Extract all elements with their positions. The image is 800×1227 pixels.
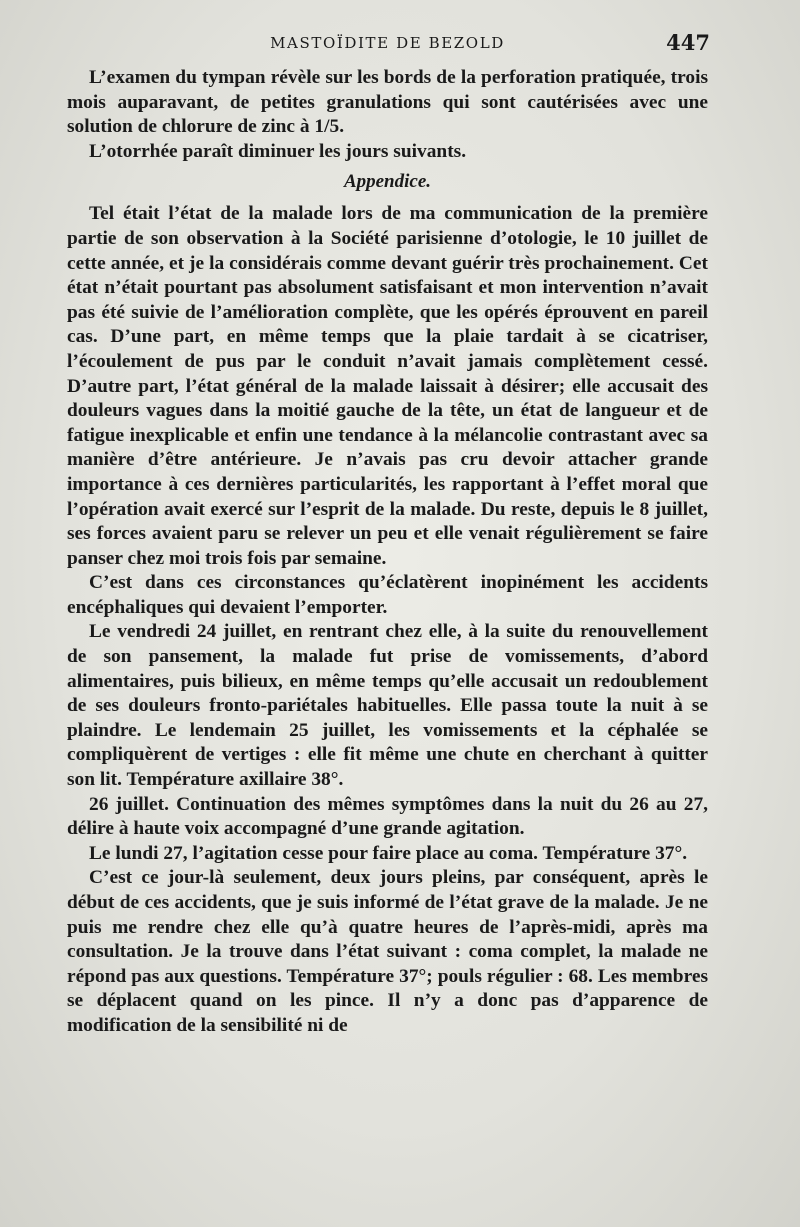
paragraph: C’est dans ces circonstances qu’éclatèrent inopinément les accidents encéphaliques qui devaient l’emporter. bbox=[67, 572, 708, 618]
page-header bbox=[67, 30, 708, 66]
running-head: MASTOÏDITE DE BEZOLD bbox=[270, 34, 505, 52]
paragraph: C’est ce jour-là seulement, deux jours pleins, par conséquent, après le début de ces accidents, que je suis informé de l’état grave de la malade. Je ne puis me rendre chez elle qu’à quatre heures de l’après-midi, après ma consultation. Je la trouve dans l’état suivant : coma complet, la malade ne répond pas aux questions. Température 37°; pouls régulier : 68. Les membres se déplacent quand on les pince. Il n’y a donc pas d’apparence de modification de la sensibilité ni de bbox=[67, 867, 708, 1036]
paragraph: L’otorrhée paraît diminuer les jours suivants. bbox=[89, 140, 467, 162]
page-number: 447 bbox=[666, 30, 710, 55]
section-title: Appendice. bbox=[343, 171, 432, 193]
body-text bbox=[67, 66, 708, 1039]
paragraph: Le lundi 27, l’agitation cesse pour faire place au coma. Température 37°. bbox=[89, 842, 688, 864]
paragraph: Le vendredi 24 juillet, en rentrant chez elle, à la suite du renouvellement de son pansement, la malade fut prise de vomissements, d’abord alimentaires, puis bilieux, en même temps qu’elle accusait un redoublement de ses douleurs fronto-pariétales habituelles. Elle passa toute la nuit à se plaindre. Le lendemain 25 juillet, les vomissements et la céphalée se compliquèrent de vertiges : elle fit même une chute en cherchant à quitter son lit. Température axillaire 38°. bbox=[67, 621, 708, 791]
paragraph: 26 juillet. Continuation des mêmes symptômes dans la nuit du 26 au 27, délire à haute voix accompagné d’une grande agitation. bbox=[67, 793, 708, 840]
paragraph: Tel était l’état de la malade lors de ma communication de la première partie de son observation à la Société parisienne d’otologie, le 10 juillet de cette année, et je la considérais comme devant guérir très prochainement. Cet état n’était pourtant pas absolument satisfaisant et mon intervention n’avait pas été suivie de l’amélioration complète, que les opérés éprouvent en pareil cas. D’une part, en même temps que la plaie tardait à se cicatriser, l’écoulement de pus par le conduit n’avait jamais complètement cessé. D’autre part, l’état général de la malade laissait à désirer; elle accusait des douleurs vagues dans la moitié gauche de la tête, un état de langueur et de fatigue inexplicable et enfin une tendance à la mélancolie contrastant avec sa manière d’être antérieure. Je n’avais pas cru devoir attacher grande importance à ces dernières particularités, les rapportant à l’effet moral que l’opération avait exercé sur l’esprit de la malade. Du reste, depuis le 8 juillet, ses forces avaient paru se relever un peu et elle venait régulièrement se faire panser chez moi trois fois par semaine. bbox=[67, 203, 708, 569]
paragraph: L’examen du tympan révèle sur les bords de la perforation pratiquée, trois mois auparavant, de petites granulations qui sont cautérisées avec une solution de chlorure de zinc à 1/5. bbox=[67, 67, 708, 138]
